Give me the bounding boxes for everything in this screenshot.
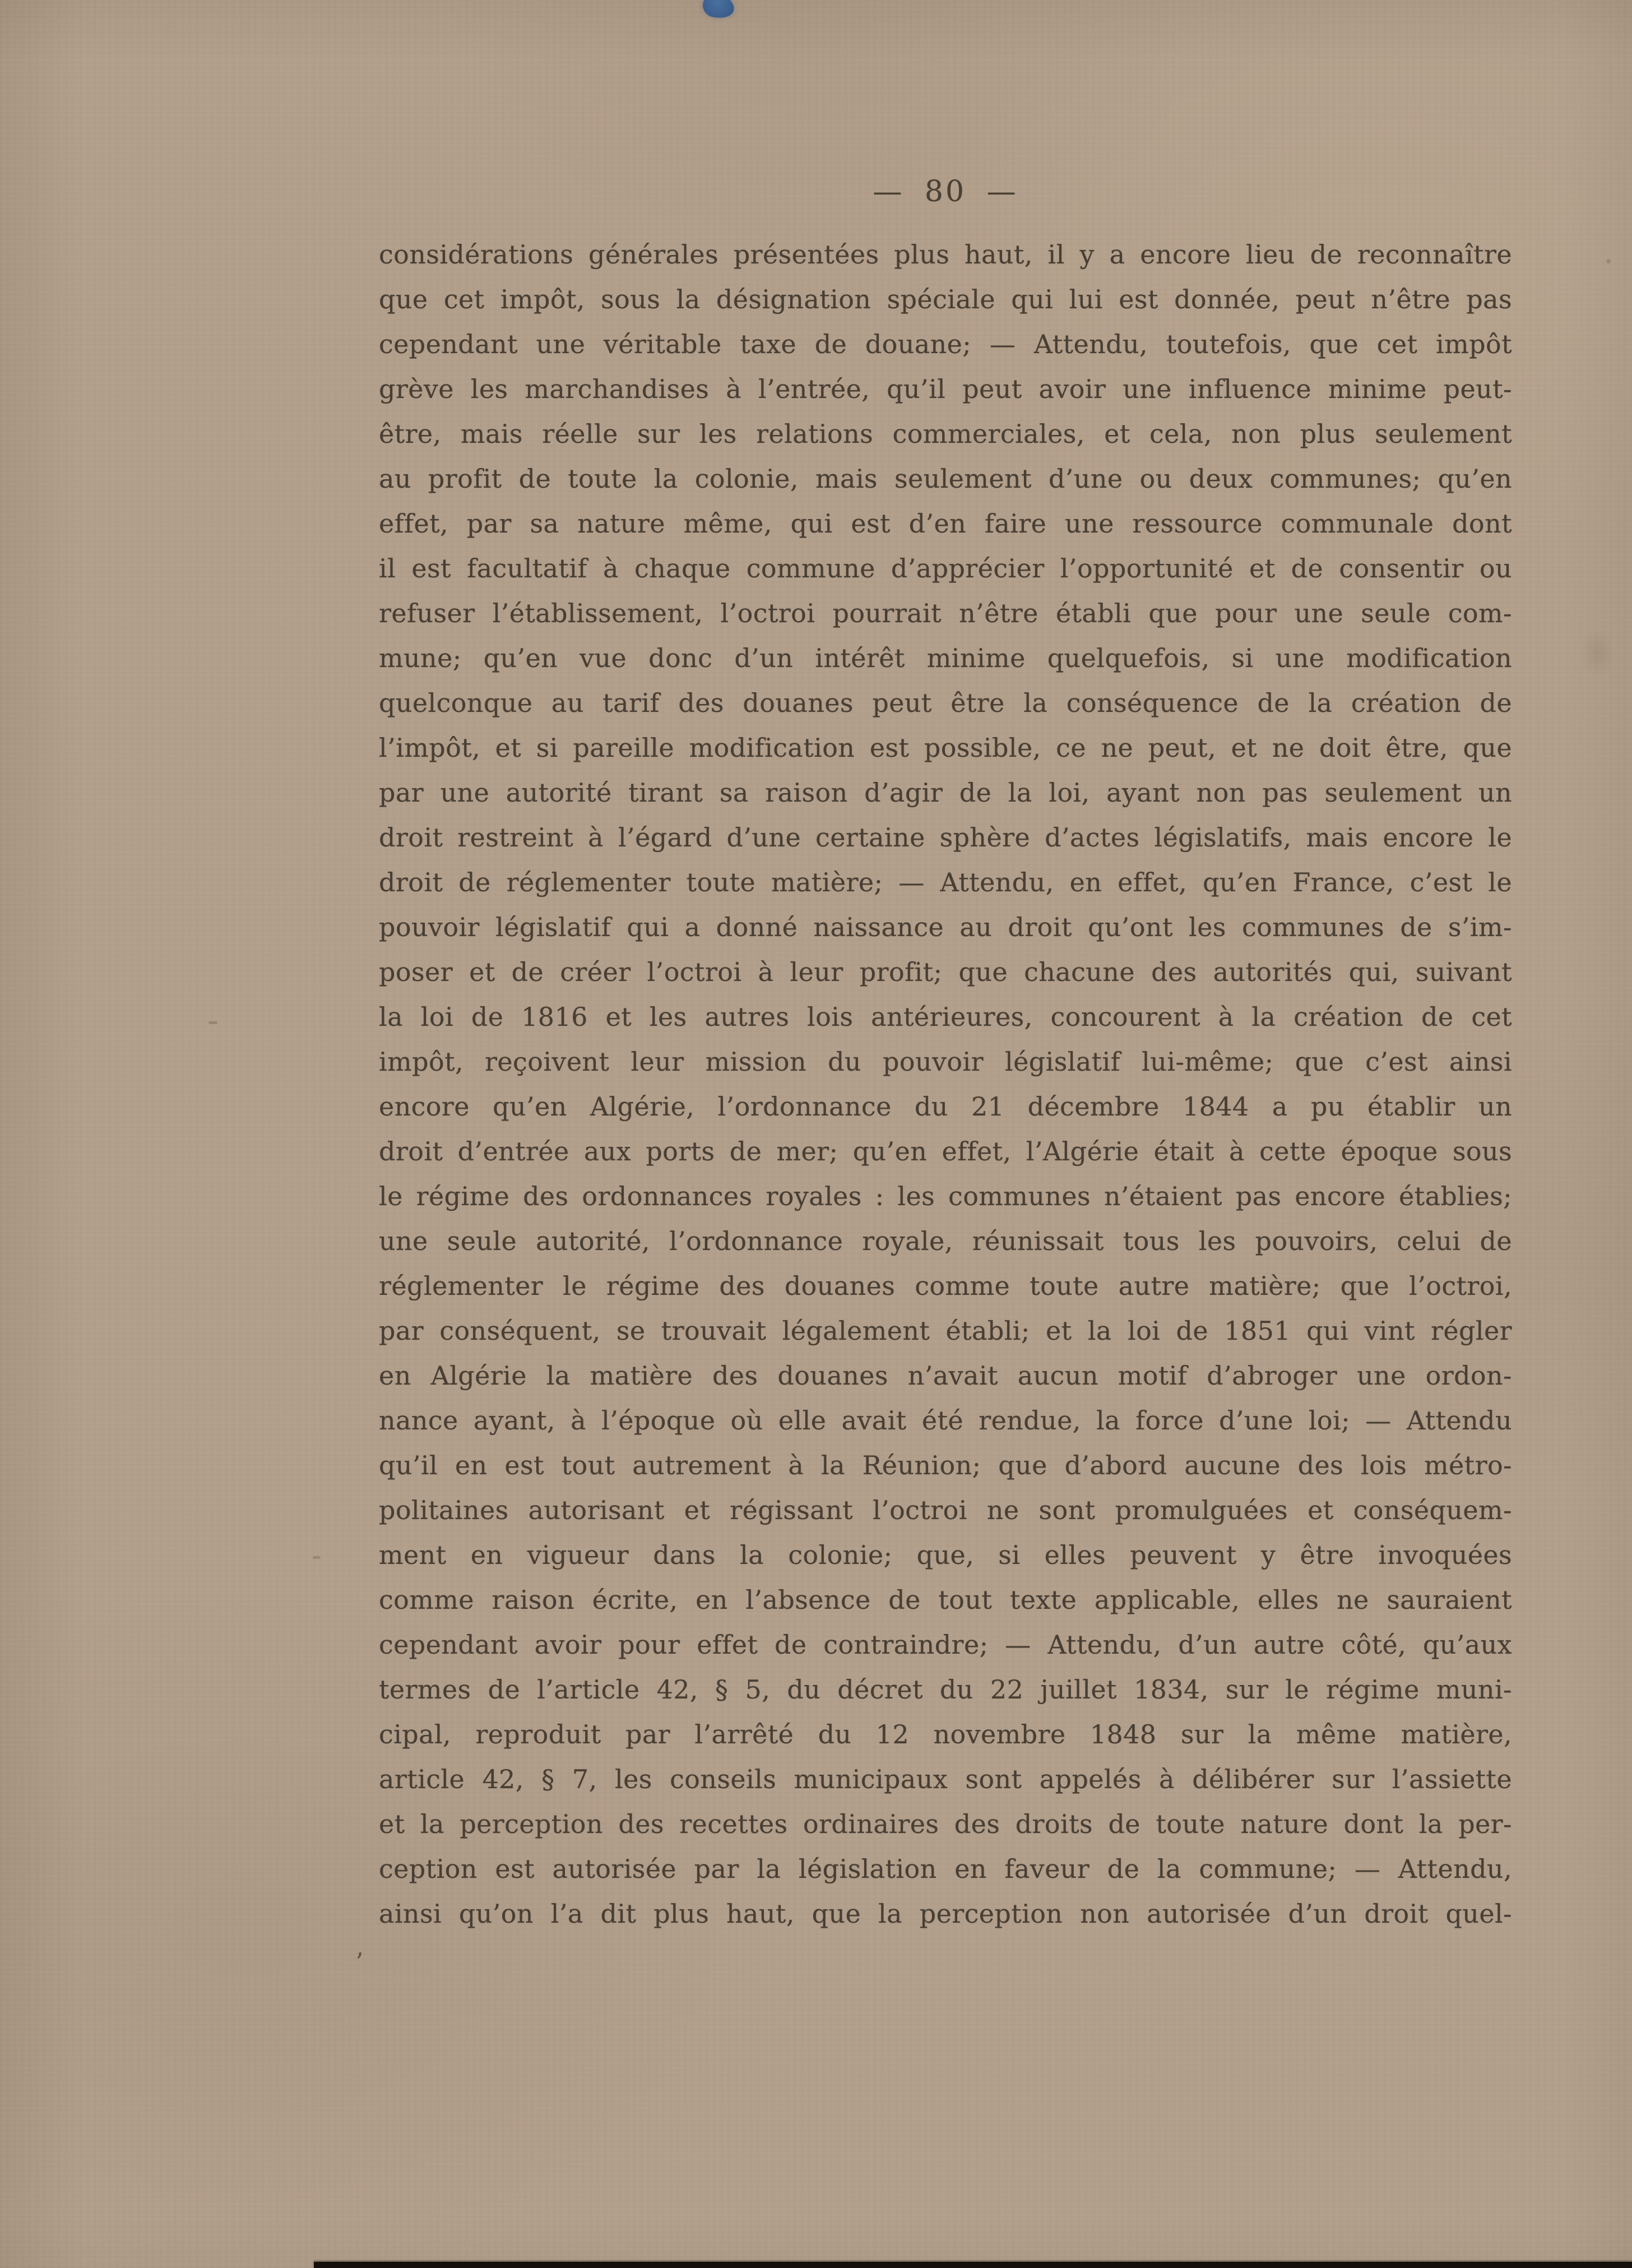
text-line: être, mais réelle sur les relations commerciales, et cela, non plus seulement [379,419,1512,449]
text-line: comme raison écrite, en l’absence de tout texte applicable, elles ne sauraient [379,1585,1512,1615]
paper-speck [208,1021,217,1024]
text-line: réglementer le régime des douanes comme toute autre matière; que l’octroi, [379,1271,1512,1301]
text-line: quelconque au tarif des douanes peut être la conséquence de la création de [379,688,1512,718]
text-line: refuser l’établissement, l’octroi pourrait n’être établi que pour une seule com- [379,598,1512,628]
text-line: l’impôt, et si pareille modification est possible, ce ne peut, et ne doit être, que [379,733,1512,763]
text-line: que cet impôt, sous la désignation spéciale qui lui est donnée, peut n’être pas [379,284,1512,314]
paper-speck [313,1556,321,1559]
page-number-header: — 80 — [873,175,1018,209]
text-line: effet, par sa nature même, qui est d’en faire une ressource communale dont [379,508,1512,539]
text-line: il est facultatif à chaque commune d’apprécier l’opportunité et de consentir ou [379,553,1512,584]
blue-ink-blot-mark [701,0,736,21]
text-line: grève les marchandises à l’entrée, qu’il peut avoir une influence minime peut- [379,374,1512,404]
body-text [379,232,1512,1936]
text-line: ment en vigueur dans la colonie; que, si elles peuvent y être invoquées [379,1540,1512,1570]
paper-smudge [1580,628,1614,678]
text-line: article 42, § 7, les conseils municipaux sont appelés à délibérer sur l’assiette [379,1764,1512,1794]
text-line: encore qu’en Algérie, l’ordonnance du 21 décembre 1844 a pu établir un [379,1091,1512,1122]
paper-speck [1606,259,1611,263]
text-line: politaines autorisant et régissant l’octroi ne sont promulguées et conséquem- [379,1495,1512,1525]
text-line: en Algérie la matière des douanes n’avait aucun motif d’abroger une ordon- [379,1360,1512,1391]
text-line: ception est autorisée par la législation en faveur de la commune; — Attendu, [379,1854,1512,1884]
text-line: par conséquent, se trouvait légalement établi; et la loi de 1851 qui vint régler [379,1316,1512,1346]
text-line: et la perception des recettes ordinaires des droits de toute nature dont la per- [379,1809,1512,1839]
text-line: au profit de toute la colonie, mais seulement d’une ou deux communes; qu’en [379,464,1512,494]
text-line: cependant une véritable taxe de douane; — Attendu, toutefois, que cet impôt [379,329,1512,359]
text-line: impôt, reçoivent leur mission du pouvoir législatif lui-même; que c’est ainsi [379,1047,1512,1077]
text-line: mune; qu’en vue donc d’un intérêt minime quelquefois, si une modification [379,643,1512,673]
text-line: ainsi qu’on l’a dit plus haut, que la perception non autorisée d’un droit quel- [379,1899,1512,1929]
text-line: pouvoir législatif qui a donné naissance au droit qu’ont les communes de s’im- [379,912,1512,942]
text-line: le régime des ordonnances royales : les communes n’étaient pas encore établies; [379,1181,1512,1211]
text-line: termes de l’article 42, § 5, du décret du 22 juillet 1834, sur le régime muni- [379,1674,1512,1705]
text-line: droit de réglementer toute matière; — Attendu, en effet, qu’en France, c’est le [379,867,1512,897]
text-line: cipal, reproduit par l’arrêté du 12 novembre 1848 sur la même matière, [379,1719,1512,1749]
text-line: la loi de 1816 et les autres lois antérieures, concourent à la création de cet [379,1002,1512,1032]
text-line: poser et de créer l’octroi à leur profit; que chacune des autorités qui, suivant [379,957,1512,987]
stray-comma-mark: , [354,1932,365,1962]
text-line: une seule autorité, l’ordonnance royale, réunissait tous les pouvoirs, celui de [379,1226,1512,1256]
text-line: par une autorité tirant sa raison d’agir de la loi, ayant non pas seulement un [379,777,1512,808]
text-line: qu’il en est tout autrement à la Réunion; que d’abord aucune des lois métro- [379,1450,1512,1480]
text-line: droit restreint à l’égard d’une certaine sphère d’actes législatifs, mais encore le [379,822,1512,853]
text-line: cependant avoir pour effet de contraindre; — Attendu, d’un autre côté, qu’aux [379,1630,1512,1660]
text-line: nance ayant, à l’époque où elle avait été rendue, la force d’une loi; — Attendu [379,1405,1512,1436]
scan-edge-artifact [314,2262,1632,2268]
text-line: droit d’entrée aux ports de mer; qu’en effet, l’Algérie était à cette époque sous [379,1136,1512,1167]
text-line: considérations générales présentées plus haut, il y a encore lieu de reconnaître [379,239,1512,270]
